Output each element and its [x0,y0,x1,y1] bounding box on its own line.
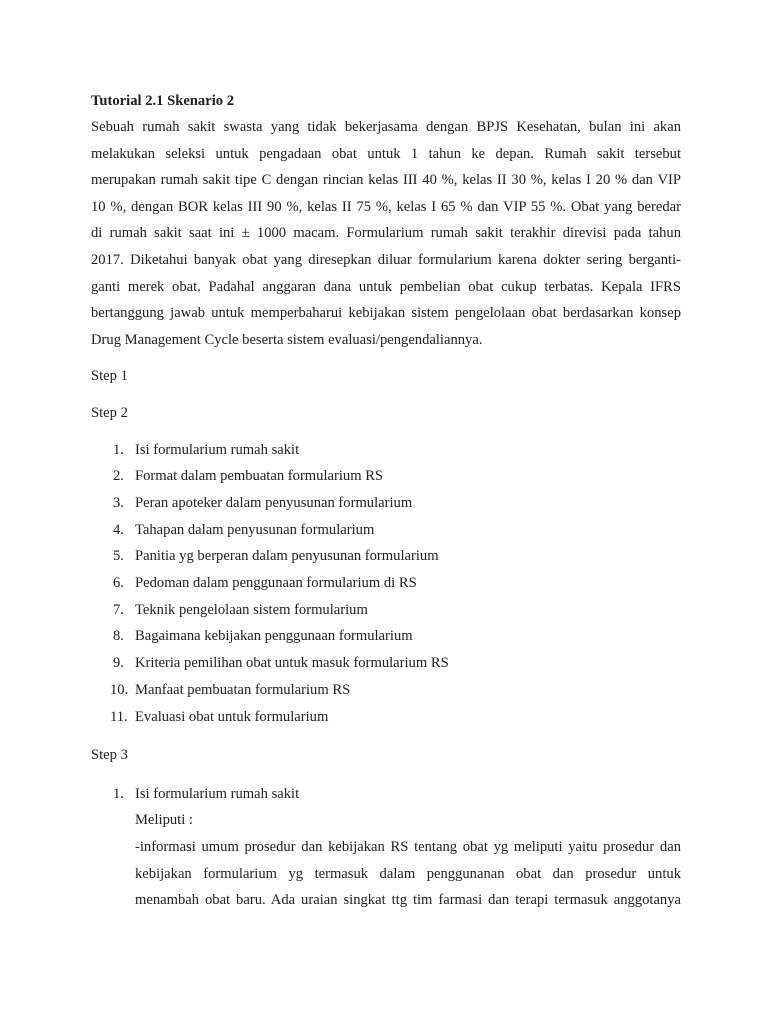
list-item-text: Teknik pengelolaan sistem formularium [135,601,368,618]
list-item-number: 2. [113,468,124,485]
list-item [91,543,681,570]
detail-line: menambah obat baru. Ada uraian singkat ttg tim farmasi dan terapi termasuk anggotanya [135,892,681,909]
list-item [91,570,681,597]
list-item-number: 6. [113,575,124,592]
list-item [91,704,681,731]
list-item-text: Tahapan dalam penyusunan formularium [135,521,375,538]
detail-line: kebijakan formularium yg termasuk dalam penggunanan obat dan prosedur untuk [135,865,681,882]
scenario-paragraph [91,114,681,353]
scenario-line: bertanggung jawab untuk memperbaharui kebijakan sistem pengelolaan obat berdasarkan konsep [91,305,681,322]
list-item-number: 4. [113,521,124,538]
list-item [91,437,681,464]
scenario-line: melakukan seleksi untuk pengadaan obat untuk 1 tahun ke depan. Rumah sakit tersebut [91,145,681,162]
list-item [91,781,681,914]
step-2-list [91,437,681,731]
list-item-text: Panitia yg berperan dalam penyusunan formularium [135,548,439,565]
list-item-number: 7. [113,601,124,618]
list-item-text: Isi formularium rumah sakit [135,441,300,458]
scenario-line: 2017. Diketahui banyak obat yang diresepkan diluar formularium karena dokter sering berganti- [91,251,681,268]
scenario-line: Sebuah rumah sakit swasta yang tidak bekerjasama dengan BPJS Kesehatan, bulan ini akan [91,119,681,135]
scenario-line: 10 %, dengan BOR kelas III 90 %, kelas II 75 %, kelas I 65 % dan VIP 55 %. Obat yang beredar [91,198,681,215]
list-item [91,623,681,650]
document-page [91,88,681,914]
list-item-number: 8. [113,628,124,645]
document-title: Tutorial 2.1 Skenario 2 [91,93,234,109]
scenario-line: di rumah sakit saat ini ± 1000 macam. Formularium rumah sakit terakhir direvisi pada tahun [91,225,681,242]
list-item [91,650,681,677]
scenario-line: merupakan rumah sakit tipe C dengan rincian kelas III 40 %, kelas II 30 %, kelas I 20 % dan VIP [91,172,681,189]
list-item-number: 9. [113,655,124,672]
meliputi-label: Meliputi : [135,812,193,829]
list-item-number: 1. [113,441,124,458]
step-3-list [91,781,681,914]
list-item [91,677,681,704]
step-2-label: Step 2 [91,404,128,421]
list-item [91,597,681,624]
list-item [91,490,681,517]
step-1-label: Step 1 [91,368,128,385]
list-item-text: Evaluasi obat untuk formularium [135,708,329,725]
list-item-text: Manfaat pembuatan formularium RS [135,681,351,698]
detail-line: -informasi umum prosedur dan kebijakan RS tentang obat yg meliputi yaitu prosedur dan [135,839,681,856]
scenario-line: Drug Management Cycle beserta sistem evaluasi/pengendaliannya. [91,331,483,348]
list-item-number: 11. [110,708,128,725]
list-item-number: 1. [113,785,124,802]
list-item-number: 10. [110,681,129,698]
list-item-text: Format dalam pembuatan formularium RS [135,468,384,485]
list-item [91,463,681,490]
list-item-heading: Isi formularium rumah sakit [135,785,300,802]
list-item-number: 5. [113,548,124,565]
list-item-text: Peran apoteker dalam penyusunan formularium [135,494,413,511]
list-item-text: Kriteria pemilihan obat untuk masuk formularium RS [135,655,449,672]
step-3-label: Step 3 [91,747,128,764]
scenario-line: ganti merek obat. Padahal anggaran dana untuk pembelian obat cukup terbatas. Kepala IFRS [91,278,681,295]
list-item-number: 3. [113,494,124,511]
list-item-text: Bagaimana kebijakan penggunaan formularium [135,628,413,645]
list-item [91,517,681,544]
list-item-text: Pedoman dalam penggunaan formularium di RS [135,575,417,592]
